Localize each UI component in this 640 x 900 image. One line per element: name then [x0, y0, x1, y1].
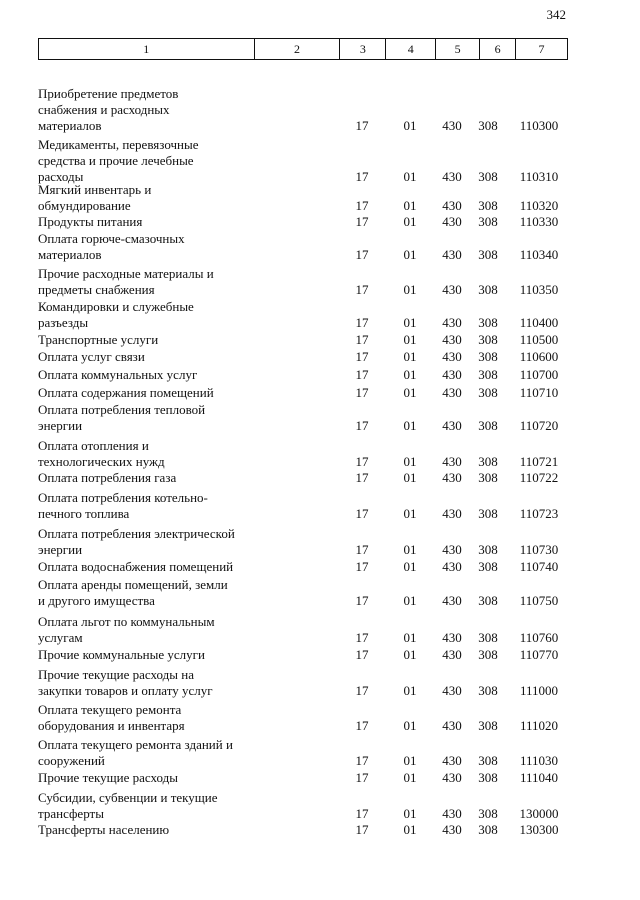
row-cell-c4: 01	[403, 247, 417, 262]
row-cell-c4: 01	[403, 454, 417, 469]
table-row	[0, 667, 640, 699]
table-row	[0, 577, 640, 609]
row-cell-c4: 01	[403, 822, 417, 837]
row-cell-c4: 01	[403, 647, 417, 662]
table-row	[0, 438, 640, 470]
row-cell-c7: 110600	[519, 349, 559, 364]
row-cell-c4: 01	[403, 718, 417, 733]
table-row	[0, 490, 640, 522]
row-cell-c3: 17	[355, 247, 369, 262]
row-cell-c4: 01	[403, 470, 417, 485]
table-row	[0, 822, 640, 838]
row-cell-c6: 308	[478, 542, 498, 557]
row-item-name	[38, 86, 263, 134]
row-cell-c5: 430	[442, 806, 462, 821]
row-item-name	[38, 438, 263, 470]
row-item-name-line: Продукты питания	[38, 214, 143, 229]
table-row	[0, 614, 640, 646]
row-cell-c5: 430	[442, 385, 462, 400]
row-item-name	[38, 647, 263, 663]
row-cell-c3: 17	[355, 806, 369, 821]
table-row	[0, 137, 640, 185]
row-cell-c4: 01	[403, 367, 417, 382]
row-cell-c4: 01	[403, 542, 417, 557]
row-cell-c4: 01	[403, 559, 417, 574]
row-cell-c4: 01	[403, 385, 417, 400]
row-cell-c3: 17	[355, 367, 369, 382]
row-item-name-line: Прочие расходные материалы и	[38, 266, 214, 281]
row-item-name-line: Оплата потребления газа	[38, 470, 177, 485]
row-cell-c7: 110700	[519, 367, 559, 382]
row-item-name-line: Трансферты населению	[38, 822, 170, 837]
row-cell-c5: 430	[442, 683, 462, 698]
row-item-name	[38, 614, 263, 646]
row-cell-c7: 110340	[519, 247, 559, 262]
row-item-name-line: энергии	[38, 418, 83, 433]
row-cell-c5: 430	[442, 282, 462, 297]
row-item-name	[38, 299, 263, 331]
row-cell-c5: 430	[442, 349, 462, 364]
row-cell-c4: 01	[403, 169, 417, 184]
row-cell-c3: 17	[355, 169, 369, 184]
row-cell-c7: 110350	[519, 282, 559, 297]
row-item-name	[38, 822, 263, 838]
row-cell-c7: 110310	[519, 169, 559, 184]
row-cell-c4: 01	[403, 770, 417, 785]
row-cell-c6: 308	[478, 683, 498, 698]
row-cell-c3: 17	[355, 349, 369, 364]
row-item-name-line: материалов	[38, 118, 102, 133]
row-item-name-line: технологических нужд	[38, 454, 165, 469]
column-header-4: 4	[386, 39, 436, 60]
row-item-name	[38, 367, 263, 383]
row-cell-c6: 308	[478, 770, 498, 785]
row-cell-c6: 308	[478, 753, 498, 768]
row-cell-c5: 430	[442, 506, 462, 521]
row-cell-c7: 110721	[519, 454, 559, 469]
row-cell-c5: 430	[442, 647, 462, 662]
row-cell-c5: 430	[442, 454, 462, 469]
row-item-name-line: оборудования и инвентаря	[38, 718, 185, 733]
row-cell-c7: 110770	[519, 647, 559, 662]
row-cell-c5: 430	[442, 214, 462, 229]
row-item-name	[38, 402, 263, 434]
row-cell-c6: 308	[478, 367, 498, 382]
row-item-name-line: энергии	[38, 542, 83, 557]
row-cell-c7: 111040	[519, 770, 559, 785]
row-cell-c4: 01	[403, 753, 417, 768]
row-cell-c3: 17	[355, 753, 369, 768]
row-cell-c5: 430	[442, 593, 462, 608]
row-cell-c5: 430	[442, 718, 462, 733]
row-cell-c6: 308	[478, 470, 498, 485]
row-cell-c5: 430	[442, 542, 462, 557]
row-item-name-line: закупки товаров и оплату услуг	[38, 683, 213, 698]
row-cell-c7: 110740	[519, 559, 559, 574]
row-cell-c7: 110300	[519, 118, 559, 133]
row-item-name-line: Оплата отопления и	[38, 438, 149, 453]
row-cell-c4: 01	[403, 593, 417, 608]
row-cell-c5: 430	[442, 418, 462, 433]
table-row	[0, 266, 640, 298]
row-cell-c3: 17	[355, 282, 369, 297]
row-cell-c5: 430	[442, 315, 462, 330]
table-row	[0, 737, 640, 769]
row-item-name	[38, 137, 263, 185]
row-cell-c5: 430	[442, 247, 462, 262]
row-item-name	[38, 214, 263, 230]
row-cell-c7: 110400	[519, 315, 559, 330]
table-row	[0, 770, 640, 786]
column-header-1: 1	[39, 39, 255, 60]
row-item-name-line: Оплата текущего ремонта	[38, 702, 182, 717]
row-cell-c3: 17	[355, 647, 369, 662]
row-cell-c4: 01	[403, 630, 417, 645]
row-cell-c3: 17	[355, 454, 369, 469]
row-cell-c6: 308	[478, 593, 498, 608]
table-row	[0, 367, 640, 383]
row-item-name	[38, 559, 263, 575]
row-cell-c4: 01	[403, 683, 417, 698]
row-cell-c6: 308	[478, 806, 498, 821]
row-cell-c6: 308	[478, 214, 498, 229]
row-item-name-line: предметы снабжения	[38, 282, 155, 297]
row-cell-c5: 430	[442, 118, 462, 133]
row-cell-c5: 430	[442, 198, 462, 213]
table-row	[0, 231, 640, 263]
row-item-name-line: Оплата содержания помещений	[38, 385, 214, 400]
row-cell-c7: 110730	[519, 542, 559, 557]
row-item-name	[38, 490, 263, 522]
row-item-name-line: материалов	[38, 247, 102, 262]
row-cell-c7: 110500	[519, 332, 559, 347]
row-cell-c3: 17	[355, 559, 369, 574]
row-item-name-line: обмундирование	[38, 198, 131, 213]
row-cell-c4: 01	[403, 506, 417, 521]
row-item-name-line: Оплата услуг связи	[38, 349, 145, 364]
row-cell-c6: 308	[478, 349, 498, 364]
row-cell-c5: 430	[442, 630, 462, 645]
row-cell-c7: 111000	[519, 683, 559, 698]
row-item-name-line: Оплата водоснабжения помещений	[38, 559, 234, 574]
row-item-name-line: снабжения и расходных	[38, 102, 170, 117]
table-row	[0, 702, 640, 734]
row-item-name-line: Командировки и служебные	[38, 299, 194, 314]
row-cell-c6: 308	[478, 332, 498, 347]
row-item-name	[38, 790, 263, 822]
row-cell-c3: 17	[355, 214, 369, 229]
row-item-name-line: Прочие текущие расходы на	[38, 667, 194, 682]
row-item-name	[38, 737, 263, 769]
row-cell-c4: 01	[403, 349, 417, 364]
table-row	[0, 559, 640, 575]
row-cell-c6: 308	[478, 247, 498, 262]
row-cell-c6: 308	[478, 630, 498, 645]
row-item-name	[38, 770, 263, 786]
row-cell-c6: 308	[478, 315, 498, 330]
row-item-name-line: печного топлива	[38, 506, 130, 521]
row-cell-c4: 01	[403, 214, 417, 229]
row-cell-c5: 430	[442, 559, 462, 574]
row-cell-c3: 17	[355, 506, 369, 521]
row-item-name	[38, 182, 263, 214]
column-header-2: 2	[254, 39, 340, 60]
table-row	[0, 385, 640, 401]
row-cell-c6: 308	[478, 506, 498, 521]
row-item-name	[38, 667, 263, 699]
row-item-name-line: трансферты	[38, 806, 104, 821]
row-item-name-line: сооружений	[38, 753, 105, 768]
row-item-name	[38, 332, 263, 348]
row-item-name-line: Оплата льгот по коммунальным	[38, 614, 215, 629]
table-row	[0, 86, 640, 134]
row-cell-c4: 01	[403, 198, 417, 213]
row-cell-c7: 110320	[519, 198, 559, 213]
row-item-name-line: Оплата горюче-смазочных	[38, 231, 185, 246]
row-item-name-line: и другого имущества	[38, 593, 155, 608]
row-cell-c3: 17	[355, 470, 369, 485]
row-cell-c6: 308	[478, 559, 498, 574]
row-cell-c3: 17	[355, 198, 369, 213]
column-header-3: 3	[340, 39, 386, 60]
row-cell-c7: 110750	[519, 593, 559, 608]
row-cell-c4: 01	[403, 118, 417, 133]
row-cell-c3: 17	[355, 118, 369, 133]
row-cell-c5: 430	[442, 753, 462, 768]
row-cell-c3: 17	[355, 542, 369, 557]
row-cell-c4: 01	[403, 418, 417, 433]
row-cell-c3: 17	[355, 332, 369, 347]
row-item-name-line: Оплата потребления электрической	[38, 526, 235, 541]
row-item-name-line: Медикаменты, перевязочные	[38, 137, 199, 152]
row-item-name-line: Субсидии, субвенции и текущие	[38, 790, 218, 805]
row-cell-c6: 308	[478, 118, 498, 133]
table-row	[0, 332, 640, 348]
row-cell-c7: 110723	[519, 506, 559, 521]
row-cell-c6: 308	[478, 282, 498, 297]
row-cell-c3: 17	[355, 822, 369, 837]
row-cell-c4: 01	[403, 282, 417, 297]
table-row	[0, 299, 640, 331]
row-cell-c3: 17	[355, 630, 369, 645]
row-item-name-line: Оплата аренды помещений, земли	[38, 577, 228, 592]
row-item-name-line: Транспортные услуги	[38, 332, 159, 347]
row-item-name-line: Приобретение предметов	[38, 86, 179, 101]
row-cell-c5: 430	[442, 332, 462, 347]
row-item-name	[38, 266, 263, 298]
row-item-name-line: Оплата потребления тепловой	[38, 402, 206, 417]
row-cell-c5: 430	[442, 822, 462, 837]
row-cell-c7: 110330	[519, 214, 559, 229]
row-item-name-line: Прочие коммунальные услуги	[38, 647, 205, 662]
row-item-name-line: Мягкий инвентарь и	[38, 182, 152, 197]
row-cell-c7: 110720	[519, 418, 559, 433]
row-item-name	[38, 526, 263, 558]
row-cell-c4: 01	[403, 332, 417, 347]
row-cell-c7: 110722	[519, 470, 559, 485]
row-cell-c6: 308	[478, 385, 498, 400]
row-cell-c6: 308	[478, 822, 498, 837]
row-cell-c5: 430	[442, 367, 462, 382]
column-header-6: 6	[480, 39, 516, 60]
row-cell-c6: 308	[478, 169, 498, 184]
row-item-name-line: услугам	[38, 630, 83, 645]
row-item-name	[38, 231, 263, 263]
row-cell-c7: 110760	[519, 630, 559, 645]
row-item-name-line: Оплата текущего ремонта зданий и	[38, 737, 233, 752]
row-cell-c3: 17	[355, 718, 369, 733]
row-item-name-line: средства и прочие лечебные	[38, 153, 194, 168]
row-cell-c3: 17	[355, 683, 369, 698]
table-row	[0, 647, 640, 663]
row-cell-c6: 308	[478, 718, 498, 733]
table-row	[0, 526, 640, 558]
row-cell-c6: 308	[478, 647, 498, 662]
row-cell-c7: 130000	[519, 806, 559, 821]
table-row	[0, 182, 640, 214]
row-cell-c7: 110710	[519, 385, 559, 400]
row-item-name-line: расходы	[38, 169, 84, 184]
column-header-7: 7	[516, 39, 568, 60]
row-item-name	[38, 349, 263, 365]
row-cell-c6: 308	[478, 454, 498, 469]
row-item-name	[38, 702, 263, 734]
row-item-name-line: Прочие текущие расходы	[38, 770, 178, 785]
row-cell-c3: 17	[355, 770, 369, 785]
row-cell-c7: 111030	[519, 753, 559, 768]
table-row	[0, 470, 640, 486]
row-cell-c3: 17	[355, 385, 369, 400]
row-cell-c7: 130300	[519, 822, 559, 837]
row-item-name-line: разъезды	[38, 315, 89, 330]
table-row	[0, 402, 640, 434]
table-row	[0, 790, 640, 822]
row-item-name	[38, 470, 263, 486]
row-cell-c3: 17	[355, 315, 369, 330]
row-cell-c5: 430	[442, 470, 462, 485]
column-header-5: 5	[436, 39, 480, 60]
table-row	[0, 214, 640, 230]
row-cell-c6: 308	[478, 418, 498, 433]
row-cell-c7: 111020	[519, 718, 559, 733]
row-cell-c4: 01	[403, 806, 417, 821]
table-row	[0, 349, 640, 365]
row-item-name	[38, 385, 263, 401]
row-cell-c5: 430	[442, 770, 462, 785]
row-cell-c3: 17	[355, 593, 369, 608]
row-item-name	[38, 577, 263, 609]
page-number: 342	[546, 7, 566, 22]
row-cell-c3: 17	[355, 418, 369, 433]
row-cell-c4: 01	[403, 315, 417, 330]
row-cell-c6: 308	[478, 198, 498, 213]
row-item-name-line: Оплата коммунальных услуг	[38, 367, 198, 382]
row-cell-c5: 430	[442, 169, 462, 184]
row-item-name-line: Оплата потребления котельно-	[38, 490, 208, 505]
